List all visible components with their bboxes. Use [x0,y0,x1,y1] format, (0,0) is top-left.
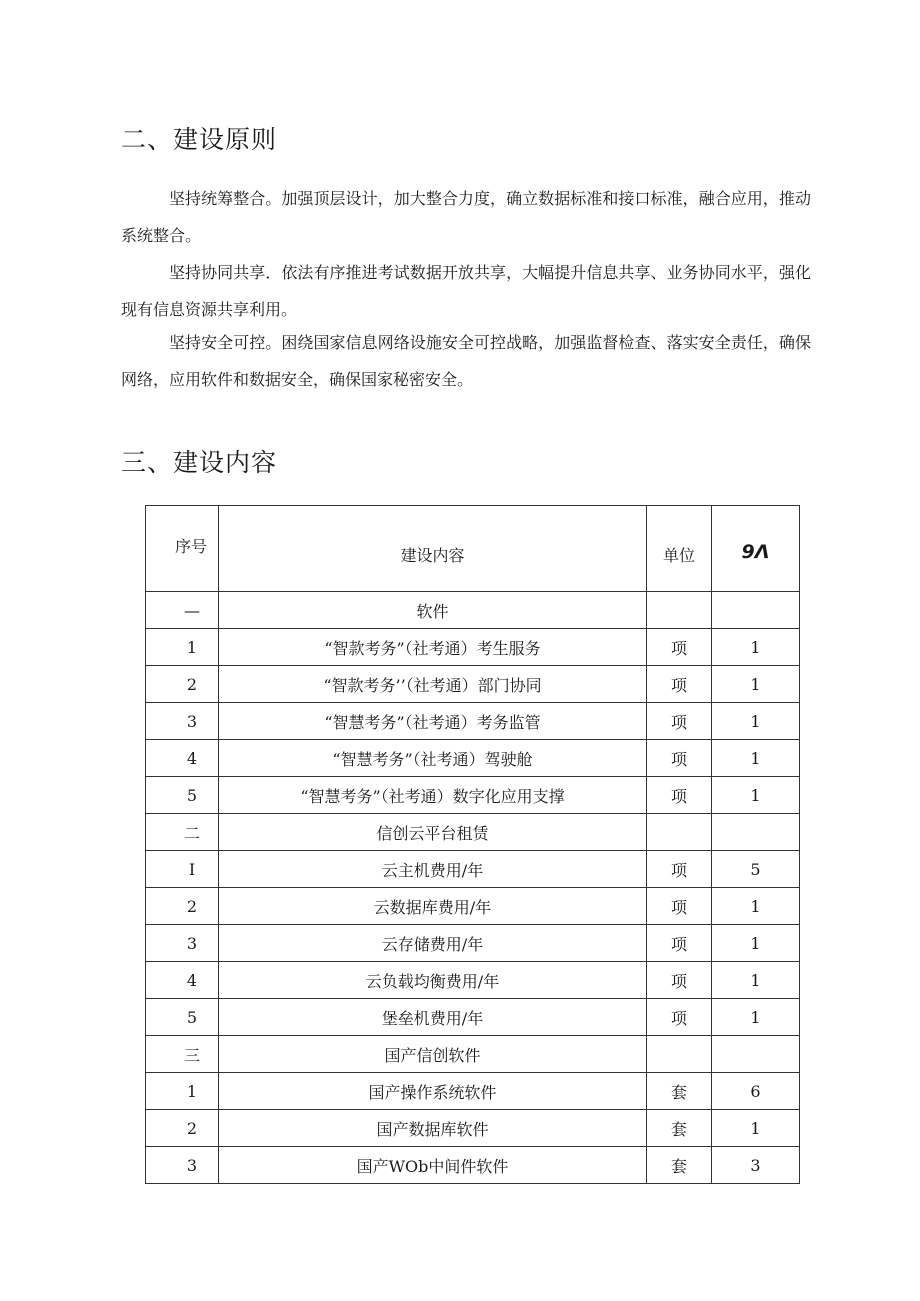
row-no: 4 [146,740,219,777]
table-row [146,888,800,925]
row-qty: 1 [712,666,800,703]
section-2-title: 二、建设原则 [121,125,278,154]
row-qty: 3 [712,1147,800,1184]
table-row [146,777,800,814]
row-name: 国产WOb中间件软件 [219,1147,647,1184]
row-name: “智慧考务”（社考通）数字化应用支撑 [219,777,647,814]
row-qty: 1 [712,703,800,740]
row-qty: 1 [712,999,800,1036]
row-no: 1 [146,1073,219,1110]
row-qty: 1 [712,925,800,962]
row-qty [712,592,800,629]
table-row [146,962,800,999]
header-name: 建设内容 [219,506,647,592]
table-row [146,592,800,629]
table-row [146,925,800,962]
table-row [146,999,800,1036]
row-no: — [146,592,219,629]
row-name: 云存储费用/年 [219,925,647,962]
section-3-title: 三、建设内容 [121,448,278,477]
header-qty: 9Λ [712,506,800,592]
row-name: “智慧考务”（社考通）驾驶舱 [219,740,647,777]
row-qty: 1 [712,740,800,777]
row-name: 国产操作系统软件 [219,1073,647,1110]
row-unit: 项 [647,703,712,740]
table-header-row [146,506,800,592]
header-unit: 单位 [647,506,712,592]
row-no: 2 [146,666,219,703]
row-qty: 1 [712,1110,800,1147]
row-unit: 套 [647,1147,712,1184]
row-name: 云负载均衡费用/年 [219,962,647,999]
row-unit [647,1036,712,1073]
table-row [146,740,800,777]
row-unit: 项 [647,962,712,999]
table-row [146,703,800,740]
row-name: 软件 [219,592,647,629]
row-unit: 项 [647,666,712,703]
row-qty [712,814,800,851]
row-unit: 项 [647,925,712,962]
row-no: 2 [146,888,219,925]
row-no: 5 [146,777,219,814]
row-name: 国产信创软件 [219,1036,647,1073]
row-name: 云主机费用/年 [219,851,647,888]
row-qty: 6 [712,1073,800,1110]
row-qty: 1 [712,777,800,814]
row-unit: 项 [647,740,712,777]
row-unit: 项 [647,888,712,925]
row-qty [712,1036,800,1073]
row-qty: 5 [712,851,800,888]
row-name: “智款考务”（社考通）考生服务 [219,629,647,666]
table-row [146,1110,800,1147]
row-unit: 项 [647,851,712,888]
row-no: 3 [146,1147,219,1184]
principle-paragraph-1: 坚持统筹整合。加强顶层设计，加大整合力度，确立数据标准和接口标准，融合应用，推动系统整合。 [121,189,811,245]
header-no: 序号 [146,506,219,592]
row-no: 3 [146,703,219,740]
table-row [146,1036,800,1073]
table-row [146,629,800,666]
row-no: 1 [146,629,219,666]
row-name: 云数据库费用/年 [219,888,647,925]
table-row [146,851,800,888]
row-no: 5 [146,999,219,1036]
row-unit [647,592,712,629]
table-body [146,592,800,1184]
table-row [146,1073,800,1110]
row-unit: 套 [647,1073,712,1110]
row-no: 二 [146,814,219,851]
row-no: 三 [146,1036,219,1073]
row-unit: 项 [647,629,712,666]
row-unit [647,814,712,851]
row-name: 堡垒机费用/年 [219,999,647,1036]
row-name: “智慧考务”（社考通）考务监管 [219,703,647,740]
row-unit: 套 [647,1110,712,1147]
row-no: I [146,851,219,888]
table-row [146,666,800,703]
row-no: 2 [146,1110,219,1147]
row-name: 国产数据库软件 [219,1110,647,1147]
row-no: 3 [146,925,219,962]
table-row [146,1147,800,1184]
row-no: 4 [146,962,219,999]
construction-content-table [145,505,800,1184]
principle-paragraph-3: 坚持安全可控。困绕国家信息网络设施安全可控战略，加强监督检查、落实安全责任，确保网络，应用软件和数据安全，确保国家秘密安全。 [121,333,811,389]
row-name: 信创云平台租赁 [219,814,647,851]
row-unit: 项 [647,999,712,1036]
table-row [146,814,800,851]
principle-paragraph-2: 坚持协同共享．依法有序推进考试数据开放共享，大幅提升信息共享、业务协同水平，强化现有信息资源共享利用。 [121,263,811,319]
row-qty: 1 [712,962,800,999]
row-qty: 1 [712,888,800,925]
row-qty: 1 [712,629,800,666]
row-name: “智款考务’’（社考通）部门协同 [219,666,647,703]
row-unit: 项 [647,777,712,814]
